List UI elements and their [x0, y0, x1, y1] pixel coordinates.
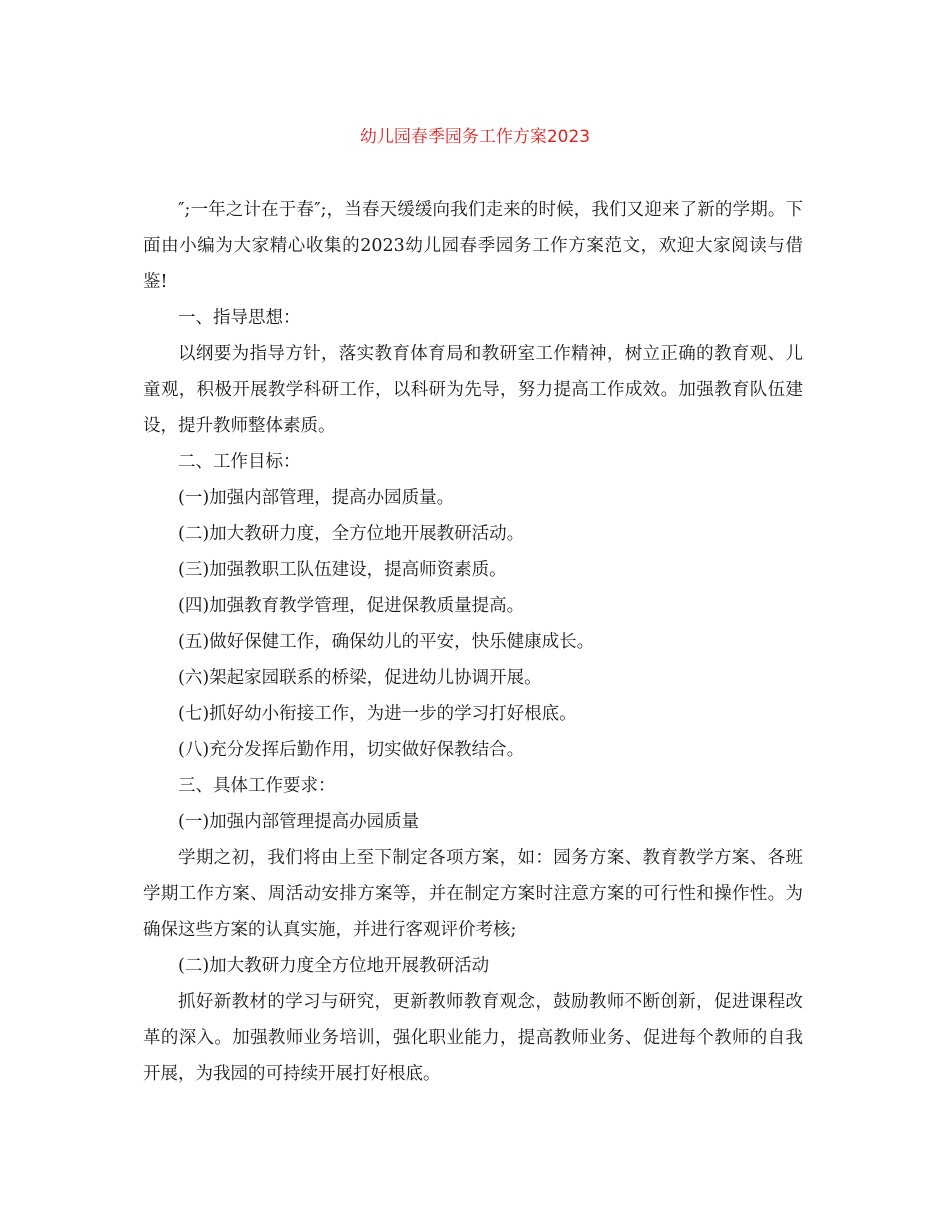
- heading-work-goals: 二、工作目标：: [178, 452, 301, 472]
- goal-item: (二)加大教研力度，全方位地开展教研活动。: [178, 524, 525, 544]
- goal-item: (七)抓好幼小衔接工作，为进一步的学习打好根底。: [178, 704, 577, 724]
- goal-item: (五)做好保健工作，确保幼儿的平安，快乐健康成长。: [178, 632, 595, 652]
- goal-item: (六)架起家园联系的桥梁，促进幼儿协调开展。: [178, 668, 542, 688]
- goal-item: (三)加强教职工队伍建设，提高师资素质。: [178, 560, 507, 580]
- heading-specific-requirements: 三、具体工作要求：: [178, 776, 336, 796]
- goal-item: (四)加强教育教学管理，促进保教质量提高。: [178, 596, 525, 616]
- document-title: 幼儿园春季园务工作方案2023: [359, 127, 591, 147]
- paragraph-intro: ″;一年之计在于春″;，当春天缓缓向我们走来的时候，我们又迎来了新的学期。下面由小编为大家精心收集的2023幼儿园春季园务工作方案范文，欢迎大家阅读与借鉴!: [143, 200, 803, 292]
- paragraph-teaching-research: 抓好新教材的学习与研究，更新教师教育观念，鼓励教师不断创新，促进课程改革的深入。加强教师业务培训，强化职业能力，提高教师业务、促进每个教师的自我开展，为我园的可持续开展打好根底。: [143, 992, 803, 1084]
- paragraph-guiding-ideology: 以纲要为指导方针，落实教育体育局和教研室工作精神，树立正确的教育观、儿童观，积极开展教学科研工作，以科研为先导，努力提高工作成效。加强教育队伍建设，提升教师整体素质。: [143, 344, 803, 436]
- document-body: [143, 192, 803, 1092]
- goal-item: (一)加强内部管理，提高办园质量。: [178, 488, 455, 508]
- subheading-internal-management: (一)加强内部管理提高办园质量: [178, 812, 420, 832]
- subheading-teaching-research: (二)加大教研力度全方位地开展教研活动: [178, 956, 490, 976]
- heading-guiding-ideology: 一、指导思想：: [178, 308, 301, 328]
- paragraph-internal-management: 学期之初，我们将由上至下制定各项方案，如：园务方案、教育教学方案、各班学期工作方案、周活动安排方案等，并在制定方案时注意方案的可行性和操作性。为确保这些方案的认真实施，并进行客观评价考核;: [143, 848, 803, 940]
- goal-item: (八)充分发挥后勤作用，切实做好保教结合。: [178, 740, 525, 760]
